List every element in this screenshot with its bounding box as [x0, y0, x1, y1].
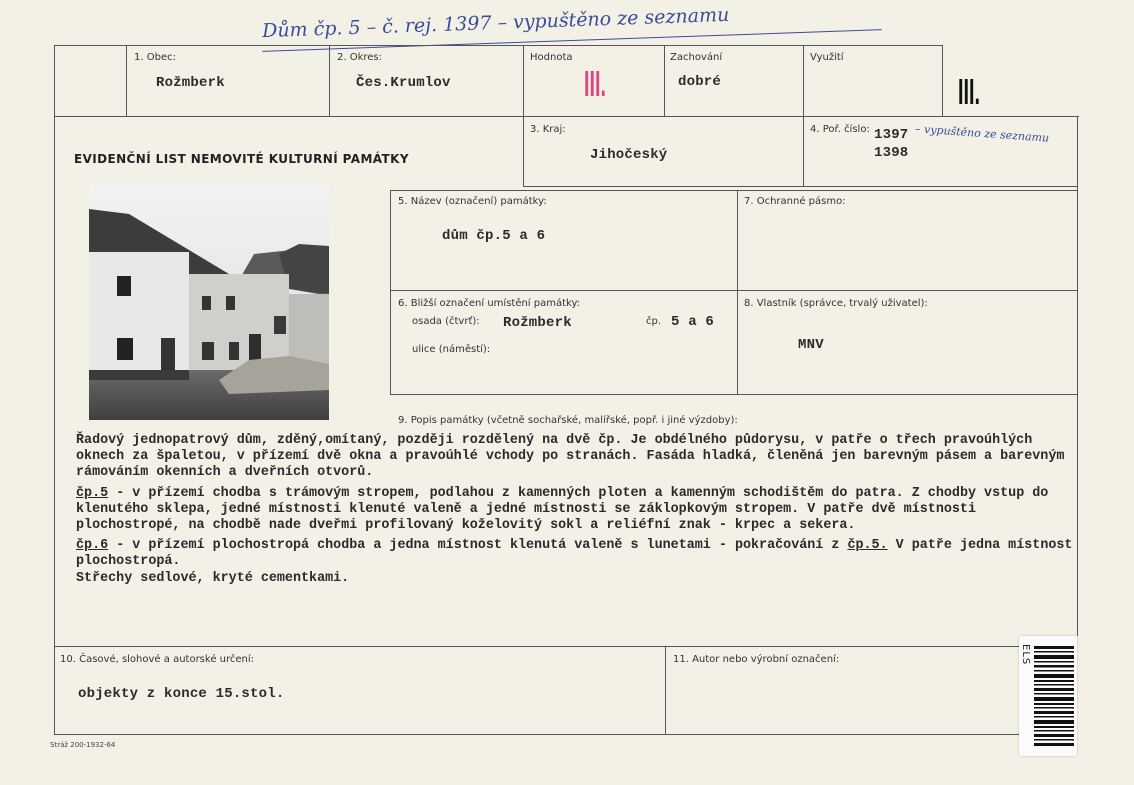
por-cislo-value-2: 1398	[874, 145, 909, 161]
barcode-sticker	[1019, 636, 1077, 756]
urceni-label: 10. Časové, slohové a autorské určení:	[60, 654, 255, 665]
grid-line	[523, 186, 1077, 187]
grid-line	[54, 45, 942, 46]
ulice-label: ulice (náměstí):	[412, 344, 491, 355]
zachovani-value: dobré	[678, 74, 722, 90]
kraj-value: Jihočeský	[590, 147, 668, 163]
grid-line	[390, 190, 1077, 191]
cp-label: čp.	[646, 316, 662, 327]
popis-cp6-text: - v přízemí plochostropá chodba a jedna místnost klenutá valeně s lunetami - pokračování z	[108, 538, 848, 554]
grid-line	[126, 45, 127, 116]
umisteni-label: 6. Bližší označení umístění památky:	[398, 298, 581, 309]
handwritten-note: Dům čp. 5 – č. rej. 1397 – vypuštěno ze seznamu	[261, 3, 730, 43]
grid-line	[329, 45, 330, 116]
hodnota-value: III.	[584, 63, 607, 104]
popis-cp6-end: V patře jedna místnost plochostropá.	[76, 538, 1073, 570]
grid-line	[54, 646, 1024, 647]
nazev-label: 5. Název (označení) památky:	[398, 196, 547, 207]
grid-line	[54, 45, 55, 735]
grid-line	[390, 190, 391, 394]
vyuziti-label: Využití	[810, 52, 844, 63]
popis-cp5-text: - v přízemí chodba s trámovým stropem, podlahou z kamenných ploten a kamenným schodištěm do patra. Z chodby vstup do klenutého sklepa, jedné místnosti klenuté valeně a jedné místnosti se záklopkovým stropem. V patře dvě místnosti plochostropé, na chodbě nade dveřmi profilovaný koželovitý sokl a reliéfní znak - krpec a sekera.	[76, 485, 1049, 534]
ochranne-pasmo-label: 7. Ochranné pásmo:	[744, 196, 846, 207]
handwritten-side-note: – vypuštěno ze seznamu	[914, 122, 1050, 145]
barcode-text: ELS	[1020, 644, 1031, 666]
grid-line	[390, 394, 1077, 395]
building-photo	[89, 184, 329, 420]
kraj-label: 3. Kraj:	[530, 124, 566, 135]
grid-line	[1077, 116, 1078, 636]
popis-paragraph-1: Řadový jednopatrový dům, zděný,omítaný, později rozdělený na dvě čp. Je obdélného půdorysu, v patře o třech pravoúhlých oknech za špaletou, v přízemí dvě okna a pravoúhlé vchody po stranách. Fasáda hladká, členěná jen barevným pásem a barevným rámováním okenních a dveřních otvorů.	[76, 433, 1065, 481]
popis-cp6-heading: čp.6	[76, 538, 109, 554]
grid-line	[523, 45, 524, 186]
vlastnik-value: MNV	[798, 337, 824, 353]
print-footer: Stráž 200-1932-64	[50, 741, 116, 749]
por-cislo-value-1: 1397	[874, 127, 909, 143]
grid-line	[803, 45, 804, 186]
okres-value: Čes.Krumlov	[356, 75, 451, 91]
obec-label: 1. Obec:	[134, 52, 176, 63]
building-photo-image	[89, 184, 329, 420]
okres-label: 2. Okres:	[337, 52, 383, 63]
vyuziti-value: III.	[958, 71, 981, 112]
grid-line	[664, 45, 665, 116]
grid-line	[942, 45, 943, 116]
autor-label: 11. Autor nebo výrobní označení:	[673, 654, 840, 665]
obec-value: Rožmberk	[156, 75, 225, 91]
urceni-value: objekty z konce 15.stol.	[78, 686, 285, 702]
form-title: EVIDENČNÍ LIST NEMOVITÉ KULTURNÍ PAMÁTKY	[74, 152, 409, 166]
popis-label: 9. Popis památky (včetně sochařské, malířské, popř. i jiné výzdoby):	[398, 415, 738, 426]
grid-line	[737, 190, 738, 394]
osada-label: osada (čtvrť):	[412, 316, 480, 327]
popis-text	[76, 433, 1076, 591]
zachovani-label: Zachování	[670, 52, 723, 63]
grid-line	[54, 116, 1079, 117]
popis-paragraph-4: Střechy sedlové, kryté cementkami.	[76, 570, 350, 586]
por-cislo-label: 4. Poř. číslo:	[810, 124, 870, 135]
grid-line	[665, 646, 666, 734]
nazev-value: dům čp.5 a 6	[442, 228, 546, 244]
popis-cp5-heading: čp.5	[76, 485, 109, 501]
osada-value: Rožmberk	[503, 315, 572, 331]
popis-paragraph-2	[76, 486, 1076, 535]
popis-paragraph-3	[76, 538, 1076, 570]
barcode-icon	[1034, 646, 1074, 746]
cp-value: 5 a 6	[671, 314, 715, 330]
popis-cp5-ref: čp.5.	[847, 538, 888, 554]
grid-line	[54, 734, 1024, 735]
grid-line	[390, 290, 1077, 291]
vlastnik-label: 8. Vlastník (správce, trvalý uživatel):	[744, 298, 928, 309]
hodnota-label: Hodnota	[530, 52, 573, 63]
